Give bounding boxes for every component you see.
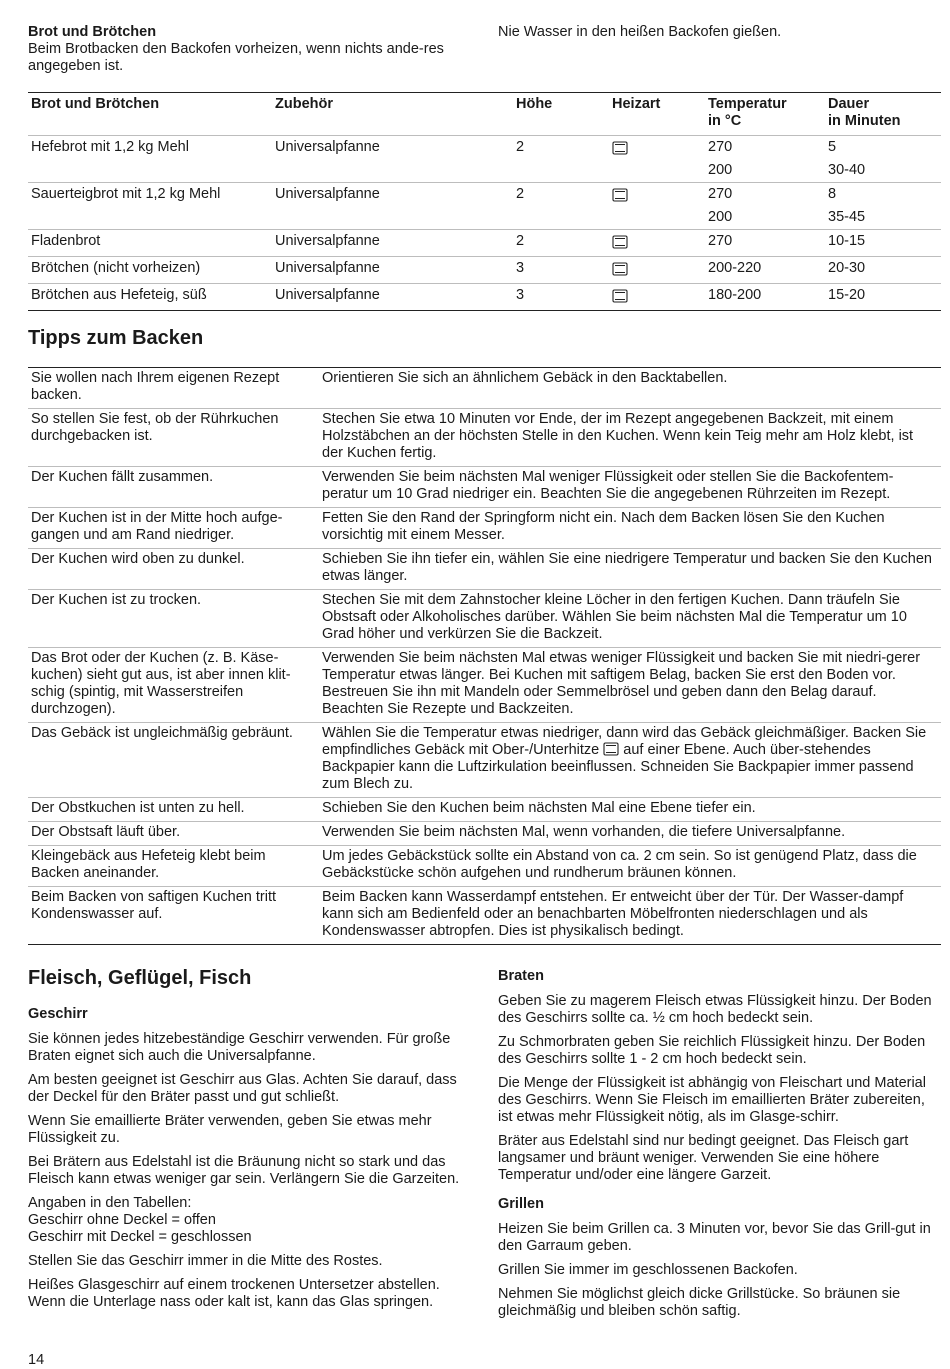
cell-heating (609, 257, 705, 284)
temperature-value: 270 (708, 233, 733, 249)
bread-table-row (28, 136, 941, 183)
tip-solution: Stechen Sie etwa 10 Minuten vor Ende, der im Rezept angegebenen Backzeit, mit einem Holzstäbchen an der höchsten Stelle in den Kuchen. Wenn kein Teig mehr am Holz klebt, ist der Kuchen fertig. (319, 409, 941, 467)
temp-header-line1: Temperatur (708, 96, 787, 112)
bread-table-body (28, 136, 941, 311)
tip-problem: Der Obstkuchen ist unten zu hell. (28, 798, 319, 822)
dishes-paragraph: Am besten geeignet ist Geschirr aus Glas. Achten Sie darauf, dass der Deckel für den Bräter passt und gut schließt. (28, 1072, 457, 1105)
cell-name: Brötchen aus Hefeteig, süß (28, 284, 272, 311)
roast-paragraph: Geben Sie zu magerem Fleisch etwas Flüssigkeit hinzu. Der Boden des Geschirrs sollte ca. ½ cm hoch bedeckt sein. (498, 993, 932, 1026)
bread-table (28, 92, 941, 311)
intro-text: Beim Brotbacken den Backofen vorheizen, wenn nichts ande-res angegeben ist. (28, 41, 444, 74)
tip-solution: Verwenden Sie beim nächsten Mal etwas weniger Flüssigkeit und backen Sie mit niedri-gerer Temperatur etwas länger. Bei Kuchen mit saftigem Belag, backen Sie erst den Boden vor. Bestreuen Sie ihn mit Mandeln oder Semmelbrösel und geben dann den Belag darauf. Beachten Sie Rezepte und Backzeiten. (319, 648, 941, 723)
cell-duration (825, 183, 941, 230)
tip-solution: Orientieren Sie sich an ähnlichem Gebäck in den Backtabellen. (319, 368, 941, 409)
roast-paragraph: Zu Schmorbraten geben Sie reichlich Flüssigkeit hinzu. Der Boden des Geschirrs sollte 1 - 2 cm hoch bedeckt sein. (498, 1034, 926, 1067)
col-header-heating: Heizart (609, 93, 705, 136)
cell-duration (825, 257, 941, 284)
intro-right (498, 24, 938, 41)
cell-duration (825, 284, 941, 311)
cell-name: Sauerteigbrot mit 1,2 kg Mehl (28, 183, 272, 230)
bread-table-row (28, 183, 941, 230)
tip-problem: Der Kuchen fällt zusammen. (28, 467, 319, 508)
intro-heading: Brot und Brötchen (28, 24, 157, 40)
cell-temperature (705, 136, 825, 183)
cell-accessory: Universalpfanne (272, 257, 513, 284)
cell-level: 3 (513, 257, 609, 284)
cell-duration (825, 136, 941, 183)
col-header-name: Brot und Brötchen (28, 93, 272, 136)
meat-heading: Fleisch, Geflügel, Fisch (28, 967, 252, 989)
grill-paragraph: Heizen Sie beim Grillen ca. 3 Minuten vor, bevor Sie das Grill-gut in den Garraum geben. (498, 1221, 931, 1254)
tips-row (28, 846, 941, 887)
grill-paragraph: Nehmen Sie möglichst gleich dicke Grillstücke. So bräunen sie gleichmäßig und bleiben schön saftig. (498, 1286, 901, 1319)
tables-info-line2: Geschirr ohne Deckel = offen (28, 1212, 216, 1228)
tips-row (28, 723, 941, 798)
dishes-paragraph: Wenn Sie emaillierte Bräter verwenden, geben Sie etwas mehr Flüssigkeit zu. (28, 1113, 432, 1146)
dishes-heading: Geschirr (28, 1006, 88, 1022)
tips-table-body (28, 368, 941, 945)
roast-paragraphs (498, 993, 940, 1184)
temperature-value: 270 (708, 139, 733, 155)
dishes-paragraphs-2 (28, 1253, 470, 1311)
temp-header-line2: in °C (708, 113, 742, 129)
intro-warning: Nie Wasser in den heißen Backofen gießen. (498, 24, 782, 40)
temperature-value: 270 (708, 186, 733, 202)
cell-name: Fladenbrot (28, 230, 272, 257)
tips-row (28, 590, 941, 648)
tip-solution: Stechen Sie mit dem Zahnstocher kleine Löcher in den fertigen Kuchen. Dann träufeln Sie Obstsaft oder Alkoholisches darüber. Wählen Sie beim nächsten Mal die Temperatur um 10 Grad höher und verkürzen Sie die Backzeit. (319, 590, 941, 648)
top-bottom-heat-icon (612, 188, 628, 202)
duration-header-line1: Dauer (828, 96, 870, 112)
dishes-paragraph: Stellen Sie das Geschirr immer in die Mitte des Rostes. (28, 1253, 383, 1269)
bread-table-header (28, 93, 941, 136)
tip-problem: Das Gebäck ist ungleichmäßig gebräunt. (28, 723, 319, 798)
duration-value-2: 35-45 (828, 209, 866, 225)
temperature-value: 180-200 (708, 287, 762, 303)
tips-row (28, 648, 941, 723)
roast-paragraph: Bräter aus Edelstahl sind nur bedingt geeignet. Das Fleisch gart langsamer und bräunt weniger. Verwenden Sie eine höhere Temperatur und/oder eine längere Garzeit. (498, 1133, 909, 1183)
tip-problem: Beim Backen von saftigen Kuchen tritt Kondenswasser auf. (28, 887, 319, 945)
cell-temperature (705, 183, 825, 230)
roast-heading: Braten (498, 968, 544, 984)
tip-solution (319, 723, 941, 798)
dishes-paragraph: Sie können jedes hitzebeständige Geschirr verwenden. Für große Braten eignet sich auch die Universalpfanne. (28, 1031, 451, 1064)
tip-solution: Verwenden Sie beim nächsten Mal, wenn vorhanden, die tiefere Universalpfanne. (319, 822, 941, 846)
tip-problem: Der Kuchen wird oben zu dunkel. (28, 549, 319, 590)
tip-problem: Der Kuchen ist in der Mitte hoch aufge-gangen und am Rand niedriger. (28, 508, 319, 549)
tips-row (28, 822, 941, 846)
duration-value: 8 (828, 186, 837, 202)
duration-value: 15-20 (828, 287, 866, 303)
cell-heating (609, 230, 705, 257)
dishes-paragraphs (28, 1031, 470, 1188)
cell-temperature (705, 230, 825, 257)
meat-right-column (498, 968, 940, 1327)
roast-paragraph: Die Menge der Flüssigkeit ist abhängig von Fleischart und Material des Geschirrs. Wenn Sie Fleisch im emaillierten Bräter zubereiten, ist etwas mehr Flüssigkeit nötig, als im Glasge-schirr. (498, 1075, 926, 1125)
tips-table (28, 367, 941, 945)
grill-paragraphs (498, 1221, 940, 1320)
tip-problem: Der Obstsaft läuft über. (28, 822, 319, 846)
top-bottom-heat-icon (603, 742, 619, 756)
cell-accessory: Universalpfanne (272, 230, 513, 257)
cell-level: 2 (513, 230, 609, 257)
tip-problem: So stellen Sie fest, ob der Rührkuchen durchgebacken ist. (28, 409, 319, 467)
col-header-level: Höhe (513, 93, 609, 136)
cell-heating (609, 136, 705, 183)
duration-value-2: 30-40 (828, 162, 866, 178)
tip-solution-part1: Wählen Sie die Temperatur etwas niedriger, dann wird das Gebäck gleichmäßiger. Backen Sie empfindliches Gebäck mit Ober-/Unterhitze (322, 725, 927, 758)
tip-solution: Fetten Sie den Rand der Springform nicht ein. Nach dem Backen lösen Sie den Kuchen vorsichtig mit einem Messer. (319, 508, 941, 549)
tips-heading: Tipps zum Backen (28, 327, 204, 349)
top-bottom-heat-icon (612, 141, 628, 155)
cell-accessory: Universalpfanne (272, 284, 513, 311)
cell-name: Brötchen (nicht vorheizen) (28, 257, 272, 284)
tip-problem: Sie wollen nach Ihrem eigenen Rezept backen. (28, 368, 319, 409)
cell-name: Hefebrot mit 1,2 kg Mehl (28, 136, 272, 183)
page-number: 14 (28, 1352, 45, 1368)
bread-table-row (28, 230, 941, 257)
dishes-paragraph: Bei Brätern aus Edelstahl ist die Bräunung nicht so stark und das Fleisch kann etwas weniger gar sein. Verlängern Sie die Garzeiten. (28, 1154, 460, 1187)
tips-row (28, 798, 941, 822)
cell-accessory: Universalpfanne (272, 136, 513, 183)
meat-left-column (28, 966, 470, 1318)
top-bottom-heat-icon (612, 235, 628, 249)
tip-problem: Kleingebäck aus Hefeteig klebt beim Backen aneinander. (28, 846, 319, 887)
temperature-value-2: 200 (708, 209, 733, 225)
cell-temperature (705, 284, 825, 311)
temperature-value: 200-220 (708, 260, 762, 276)
cell-accessory: Universalpfanne (272, 183, 513, 230)
cell-heating (609, 284, 705, 311)
tip-solution: Schieben Sie den Kuchen beim nächsten Mal eine Ebene tiefer ein. (319, 798, 941, 822)
tip-solution: Beim Backen kann Wasserdampf entstehen. Er entweicht über der Tür. Der Wasser-dampf kann sich am Bedienfeld oder an benachbarten Möbelfronten niederschlagen und als Kondenswasser abtropfen. Dies ist physikalisch bedingt. (319, 887, 941, 945)
duration-header-line2: in Minuten (828, 113, 901, 129)
tip-problem: Der Kuchen ist zu trocken. (28, 590, 319, 648)
intro-left (28, 24, 468, 75)
top-bottom-heat-icon (612, 262, 628, 276)
tip-solution-part2: auf einer Ebene. Auch über-stehendes Backpapier kann die Luftzirkulation beeinflussen. Schneiden Sie Backpapier immer passend zum Blech zu. (322, 742, 914, 792)
grill-heading: Grillen (498, 1196, 544, 1212)
col-header-temperature (705, 93, 825, 136)
cell-heating (609, 183, 705, 230)
col-header-duration (825, 93, 941, 136)
tips-row (28, 467, 941, 508)
temperature-value-2: 200 (708, 162, 733, 178)
tables-info-line1: Angaben in den Tabellen: (28, 1195, 192, 1211)
top-bottom-heat-icon (612, 289, 628, 303)
tip-problem: Das Brot oder der Kuchen (z. B. Käse-kuchen) sieht gut aus, ist aber innen klit-schig (spintig, mit Wasserstreifen durchzogen). (28, 648, 319, 723)
tip-solution: Um jedes Gebäckstück sollte ein Abstand von ca. 2 cm sein. So ist genügend Platz, dass die Gebäckstücke schön aufgehen und rundherum bräunen können. (319, 846, 941, 887)
tables-info-line3: Geschirr mit Deckel = geschlossen (28, 1229, 252, 1245)
tips-row (28, 368, 941, 409)
duration-value: 20-30 (828, 260, 866, 276)
cell-temperature (705, 257, 825, 284)
cell-level: 2 (513, 183, 609, 230)
bread-table-row (28, 257, 941, 284)
grill-paragraph: Grillen Sie immer im geschlossenen Backofen. (498, 1262, 798, 1278)
tips-row (28, 887, 941, 945)
duration-value: 10-15 (828, 233, 866, 249)
tip-solution: Schieben Sie ihn tiefer ein, wählen Sie eine niedrigere Temperatur und backen Sie den Kuchen etwas länger. (319, 549, 941, 590)
dishes-paragraph: Heißes Glasgeschirr auf einem trockenen Untersetzer abstellen. Wenn die Unterlage nass oder kalt ist, kann das Glas springen. (28, 1277, 440, 1310)
cell-level: 3 (513, 284, 609, 311)
col-header-accessory: Zubehör (272, 93, 513, 136)
duration-value: 5 (828, 139, 837, 155)
tips-row (28, 508, 941, 549)
cell-duration (825, 230, 941, 257)
cell-level: 2 (513, 136, 609, 183)
tip-solution: Verwenden Sie beim nächsten Mal weniger Flüssigkeit oder stellen Sie die Backofentem-peratur um 10 Grad niedriger ein. Beachten Sie die angegebenen Rührzeiten im Rezept. (319, 467, 941, 508)
tables-info (28, 1195, 470, 1246)
tips-row (28, 549, 941, 590)
bread-table-row (28, 284, 941, 311)
tips-row (28, 409, 941, 467)
